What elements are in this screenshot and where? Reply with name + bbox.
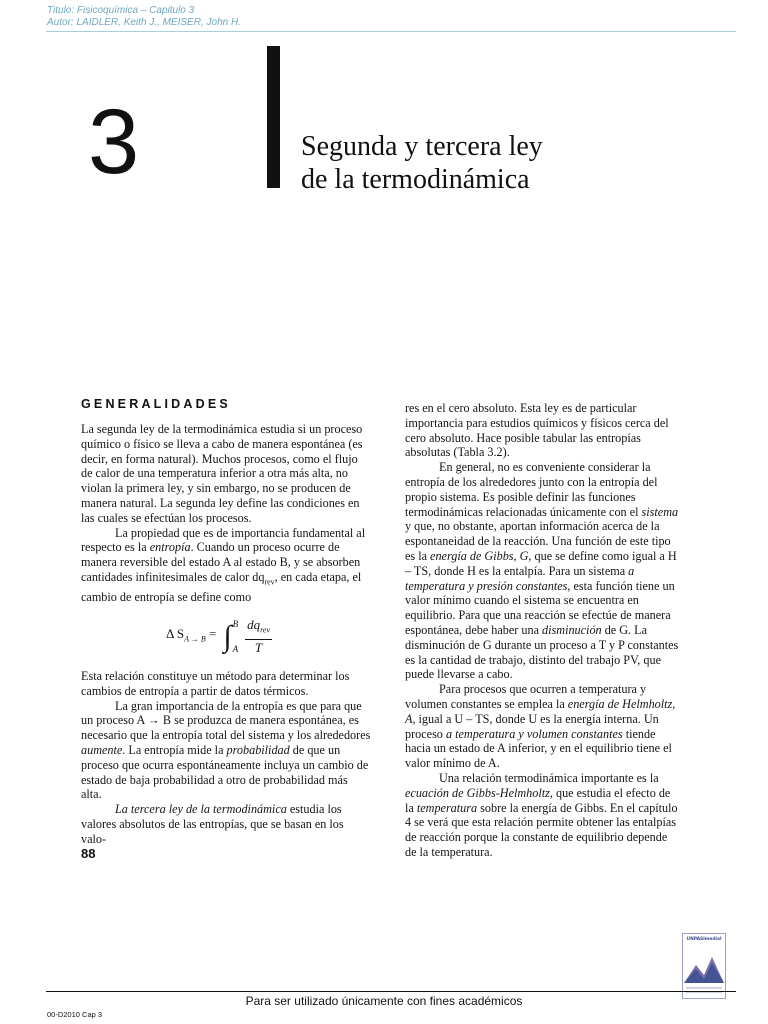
term-emphasis: probabilidad bbox=[226, 742, 290, 757]
integral-sign: ∫ bbox=[223, 620, 232, 653]
term-emphasis: temperatura bbox=[416, 800, 478, 815]
footer-notice: Para ser utilizado únicamente con fines académicos bbox=[245, 994, 523, 1008]
right-column bbox=[405, 401, 680, 860]
term-emphasis: sistema bbox=[641, 504, 679, 519]
text-run: , esta función tiene un valor mínimo cuando el sistema se encuentra en equilibrio. Para que una reacción se efectúe de manera espontánea, debe haber una bbox=[405, 578, 675, 637]
page-number: 88 bbox=[81, 846, 96, 861]
integral-upper-limit: B bbox=[232, 619, 239, 629]
paragraph: La segunda ley de la termodinámica estudia si un proceso químico o físico se lleva a cabo de manera espontánea (es decir, en forma natural). Muchos procesos, como el flujo de calor de una temperatura inferior a otra más alta, no violan la primera ley, y sin embargo, no se producen de manera natural. La segunda ley define las condiciones en las cuales se efectúan los procesos. bbox=[81, 422, 363, 525]
paragraph bbox=[405, 771, 680, 860]
integral-lower-limit: A bbox=[232, 644, 239, 655]
text-run: de que un proceso que ocurra espontáneamente incluya un cambio de estado de baja probabilidad a otro de probabilidad más alta. bbox=[81, 742, 369, 802]
term-emphasis: a temperatura y presión constantes bbox=[405, 563, 635, 593]
footer-divider bbox=[46, 991, 736, 992]
equals-sign: = bbox=[205, 625, 217, 641]
text-run: y que, no obstante, aportan información acerca de la espontaneidad de la reacción. Una función de este tipo es la bbox=[405, 519, 671, 563]
text-run: estudia los valores absolutos de las entropías, que se basan en los valo- bbox=[81, 802, 344, 846]
term-emphasis: energía de Gibbs, G, bbox=[430, 548, 532, 563]
term-emphasis: La tercera ley de la termodinámica bbox=[115, 802, 287, 817]
paragraph: res en el cero absoluto. Esta ley es de particular importancia para estudios químicos y físicos cerca del cero absoluto. Hace posible tabular las entropías absolutas (Tabla 3.2). bbox=[405, 401, 669, 460]
numerator-text: dq bbox=[247, 616, 261, 632]
section-heading: GENERALIDADES bbox=[81, 397, 231, 411]
chapter-divider-bar bbox=[267, 46, 280, 188]
equation-lhs-sub: A → B bbox=[184, 634, 206, 644]
text-run: sobre la energía de Gibbs. En el capítulo 4 se verá que esta relación permite obtener las entalpías de reacción porque la constante de equilibrio depende de la temperatura. bbox=[405, 800, 678, 859]
text-run: La gran importancia de la entropía es que para que un proceso A → B se produzca de manera espontánea, es necesario que la entropía total del sistema y los alrededores bbox=[81, 698, 371, 743]
chapter-title bbox=[301, 130, 543, 196]
term-emphasis: aumente bbox=[81, 742, 123, 757]
paragraph bbox=[81, 802, 371, 846]
integral-limits bbox=[233, 617, 239, 657]
integral bbox=[223, 617, 238, 657]
chapter-title-line-1: Segunda y tercera ley bbox=[301, 131, 543, 162]
term-emphasis: entropía bbox=[149, 540, 191, 555]
text-run: . La entropía mide la bbox=[122, 742, 227, 757]
text-run: de G. La disminución de G durante un proceso a T y P constantes es la cantidad de trabajo, distinto del trabajo PV, que puede llevarse a cabo. bbox=[405, 622, 679, 682]
text-run: tiende hacia un estado de A inferior, y en el equilibrio tiene el valor mínimo de A. bbox=[405, 726, 672, 771]
header-title: Titulo: Fisicoquímica – Capitulo 3 bbox=[47, 5, 195, 16]
text-run: La propiedad que es de importancia fundamental al respecto es la bbox=[81, 525, 366, 555]
chapter-number: 3 bbox=[88, 91, 140, 193]
text-run: , en cada etapa, el cambio de entropía se define como bbox=[81, 569, 362, 605]
document-header bbox=[47, 5, 241, 28]
numerator-sub: rev bbox=[260, 625, 270, 635]
text-run: Para procesos que ocurren a temperatura y volumen constantes se emplea la bbox=[405, 682, 647, 711]
paragraph bbox=[81, 526, 371, 605]
mountain-logo-icon bbox=[682, 933, 726, 999]
fraction bbox=[245, 618, 272, 656]
paragraph bbox=[405, 682, 680, 771]
fraction-numerator bbox=[245, 618, 272, 640]
term-emphasis: ecuación de Gibbs-Helmholtz bbox=[405, 785, 550, 800]
text-run: que se define como igual a H – TS, donde H es la entalpía. Para un sistema bbox=[405, 548, 677, 578]
paragraph: Esta relación constituye un método para determinar los cambios de entropía a partir de datos térmicos. bbox=[81, 669, 350, 698]
text-run: Una relación termodinámica importante es la bbox=[439, 770, 659, 785]
delta-s: Δ S bbox=[166, 625, 185, 641]
term-emphasis: a temperatura y volumen constantes bbox=[445, 726, 623, 741]
term-emphasis: disminución bbox=[542, 622, 602, 637]
footer-code: 00-D2010 Cap 3 bbox=[47, 1010, 103, 1019]
entropy-equation bbox=[81, 605, 357, 669]
fraction-denominator: T bbox=[254, 640, 263, 656]
paragraph bbox=[81, 699, 371, 803]
text-run: igual a U – TS, donde U es la energía interna. Un proceso bbox=[405, 711, 659, 741]
logo-label: UNPASImedial bbox=[686, 937, 722, 942]
header-author: Autor: LAIDLER, Keith J., MEISER, John H. bbox=[47, 16, 241, 28]
text-run: En general, no es conveniente considerar la entropía de los alrededores junto con la entropía del propio sistema. Es posible definir las funciones termodinámicas relacionadas únicamente con el bbox=[405, 460, 658, 519]
header-divider bbox=[46, 31, 736, 32]
text-run: . Cuando un proceso ocurre de manera reversible del estado A al estado B, y se absorben cantidades infinitesimales de calor dq bbox=[81, 540, 361, 584]
paragraph bbox=[405, 460, 680, 682]
text-run: , que estudia el efecto de la bbox=[405, 785, 671, 815]
chapter-title-line-2: de la termodinámica bbox=[301, 164, 530, 195]
subscript: rev bbox=[264, 577, 275, 587]
term-emphasis: energía de Helmholtz, A, bbox=[405, 696, 676, 726]
left-column bbox=[81, 422, 371, 847]
equation-lhs bbox=[166, 627, 216, 647]
publisher-logo bbox=[682, 933, 726, 999]
